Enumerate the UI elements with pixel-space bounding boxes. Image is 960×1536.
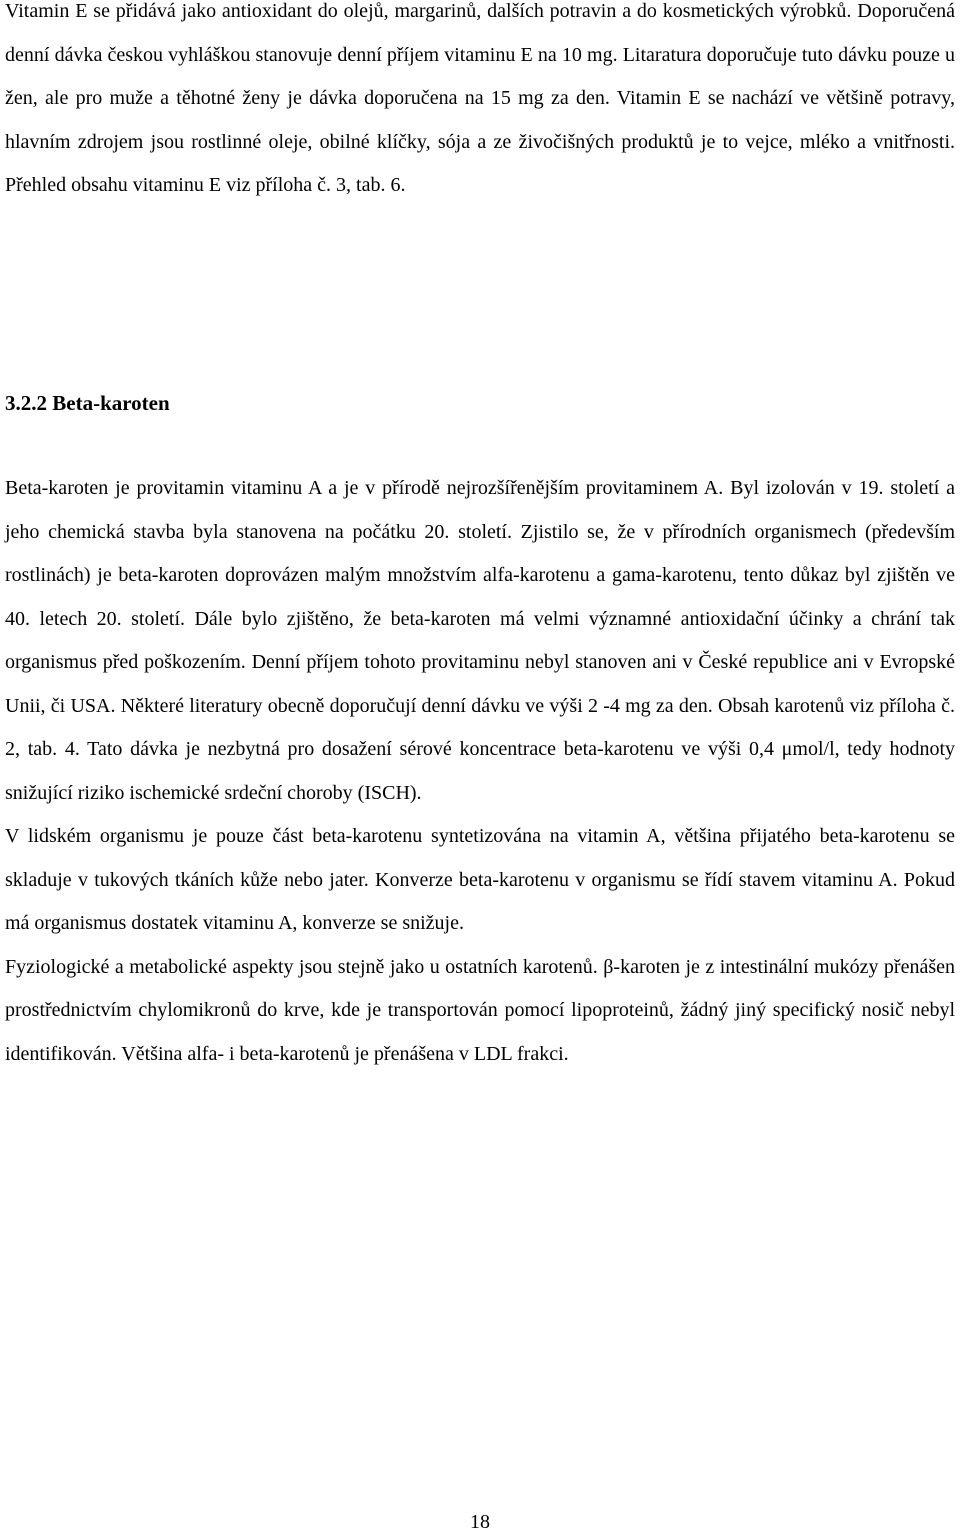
- paragraph-beta-karoten-conversion: V lidském organismu je pouze část beta-karotenu syntetizována na vitamin A, většina přijatého beta-karotenu se skladuje v tukových tkáních kůže nebo jater. Konverze beta-karotenu v organismu se řídí stavem vitaminu A. Pokud má organismus dostatek vitaminu A, konverze se snižuje.: [5, 825, 955, 934]
- paragraph-beta-karoten-intro: Beta-karoten je provitamin vitaminu A a je v přírodě nejrozšířenějším provitaminem A. Byl izolován v 19. století a jeho chemická stavba byla stanovena na počátku 20. století. Zjistilo se, že v přírodních organismech (především rostlinách) je beta-karoten doprovázen malým množstvím alfa-karotenu a gama-karotenu, tento důkaz byl zjištěn ve 40. letech 20. století. Dále bylo zjištěno, že beta-karoten má velmi významné antioxidační účinky a chrání tak organismus před poškozením. Denní příjem tohoto provitaminu nebyl stanoven ani v České republice ani v Evropské Unii, či USA. Některé literatury obecně doporučují denní dávku ve výši 2 -4 mg za den. Obsah karotenů viz příloha č. 2, tab. 4. Tato dávka je nezbytná pro dosažení sérové koncentrace beta-karotenu ve výši 0,4 μmol/l, tedy hodnoty snižující riziko ischemické srdeční choroby (ISCH).: [5, 477, 955, 804]
- vitamin-e-section: [5, 0, 955, 208]
- paragraph-beta-karoten-physiology: Fyziologické a metabolické aspekty jsou stejně jako u ostatních karotenů. β-karoten je z intestinální mukózy přenášen prostřednictvím chylomikronů do krve, kde je transportován pomocí lipoproteinů, žádný jiný specifický nosič nebyl identifikován. Většina alfa- i beta-karotenů je přenášena v LDL frakci.: [5, 955, 955, 1065]
- beta-karoten-section: [5, 467, 955, 1076]
- page-number: 18: [470, 1511, 490, 1533]
- paragraph-vitamin-e: Vitamin E se přidává jako antioxidant do olejů, margarinů, dalších potravin a do kosmetických výrobků. Doporučená denní dávka českou vyhláškou stanovuje denní příjem vitaminu E na 10 mg. Litaratura doporučuje tuto dávku pouze u žen, ale pro muže a těhotné ženy je dávka doporučena na 15 mg za den. Vitamin E se nachází ve většině potravy, hlavním zdrojem jsou rostlinné oleje, obilné klíčky, sója a ze živočišných produktů je to vejce, mléko a vnitřnosti. Přehled obsahu vitaminu E viz příloha č. 3, tab. 6.: [5, 0, 955, 196]
- section-heading: 3.2.2 Beta-karoten: [5, 391, 170, 415]
